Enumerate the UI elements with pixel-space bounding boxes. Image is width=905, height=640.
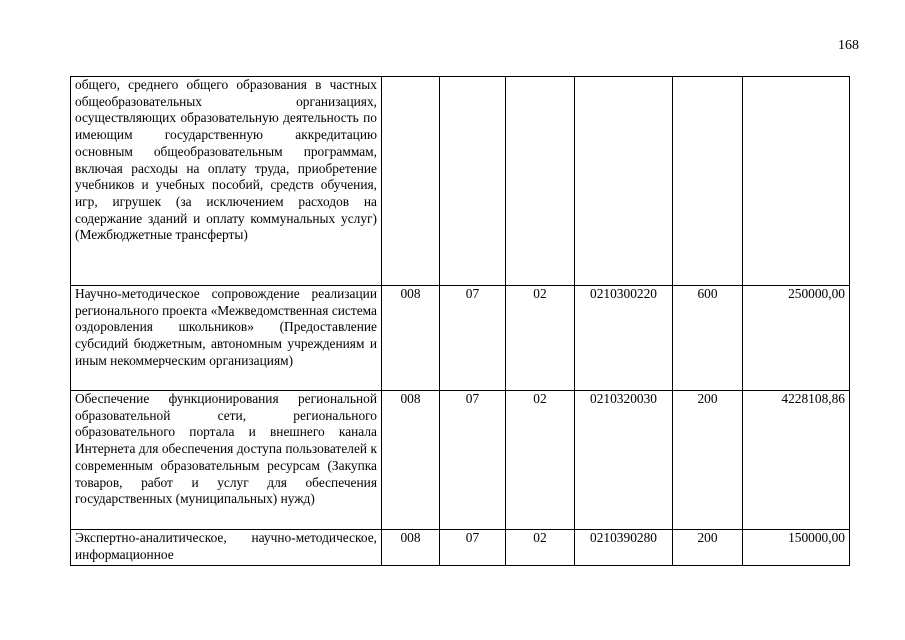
row-section-code xyxy=(440,77,506,286)
row-amount: 150000,00 xyxy=(743,530,850,566)
row-section-code: 07 xyxy=(440,286,506,391)
page-number: 168 xyxy=(838,38,859,53)
row-ved-code: 008 xyxy=(382,530,440,566)
row-target-article: 0210390280 xyxy=(575,530,673,566)
row-amount: 250000,00 xyxy=(743,286,850,391)
row-description: Экспертно-аналитическое, научно-методическое, информационное xyxy=(71,530,382,566)
row-ved-code: 008 xyxy=(382,391,440,530)
row-target-article: 0210300220 xyxy=(575,286,673,391)
table-row xyxy=(71,391,850,530)
row-ved-code xyxy=(382,77,440,286)
table-row xyxy=(71,530,850,566)
budget-table xyxy=(70,76,850,566)
row-expense-type: 200 xyxy=(673,391,743,530)
row-section-code: 07 xyxy=(440,530,506,566)
row-subsection-code xyxy=(506,77,575,286)
row-target-article: 0210320030 xyxy=(575,391,673,530)
row-expense-type: 200 xyxy=(673,530,743,566)
table-row xyxy=(71,286,850,391)
row-amount xyxy=(743,77,850,286)
row-subsection-code: 02 xyxy=(506,391,575,530)
row-ved-code: 008 xyxy=(382,286,440,391)
row-expense-type xyxy=(673,77,743,286)
row-target-article xyxy=(575,77,673,286)
row-description: Научно-методическое сопровождение реализации регионального проекта «Межведомственная система оздоровления школьников» (Предоставление субсидий бюджетным, автономным учреждениям и иным некоммерческим организациям) xyxy=(71,286,382,391)
row-amount: 4228108,86 xyxy=(743,391,850,530)
row-subsection-code: 02 xyxy=(506,530,575,566)
row-description: общего, среднего общего образования в частных общеобразовательных организациях, осуществляющих образовательную деятельность по имеющим государственную аккредитацию основным общеобразовательным программам, включая расходы на оплату труда, приобретение учебников и учебных пособий, средств обучения, игр, игрушек (за исключением расходов на содержание зданий и оплату коммунальных услуг) (Межбюджетные трансферты) xyxy=(71,77,382,286)
row-section-code: 07 xyxy=(440,391,506,530)
row-description: Обеспечение функционирования региональной образовательной сети, регионального образовательного портала и внешнего канала Интернета для обеспечения доступа пользователей к современным образовательным ресурсам (Закупка товаров, работ и услуг для обеспечения государственных (муниципальных) нужд) xyxy=(71,391,382,530)
table-row xyxy=(71,77,850,286)
row-expense-type: 600 xyxy=(673,286,743,391)
row-subsection-code: 02 xyxy=(506,286,575,391)
